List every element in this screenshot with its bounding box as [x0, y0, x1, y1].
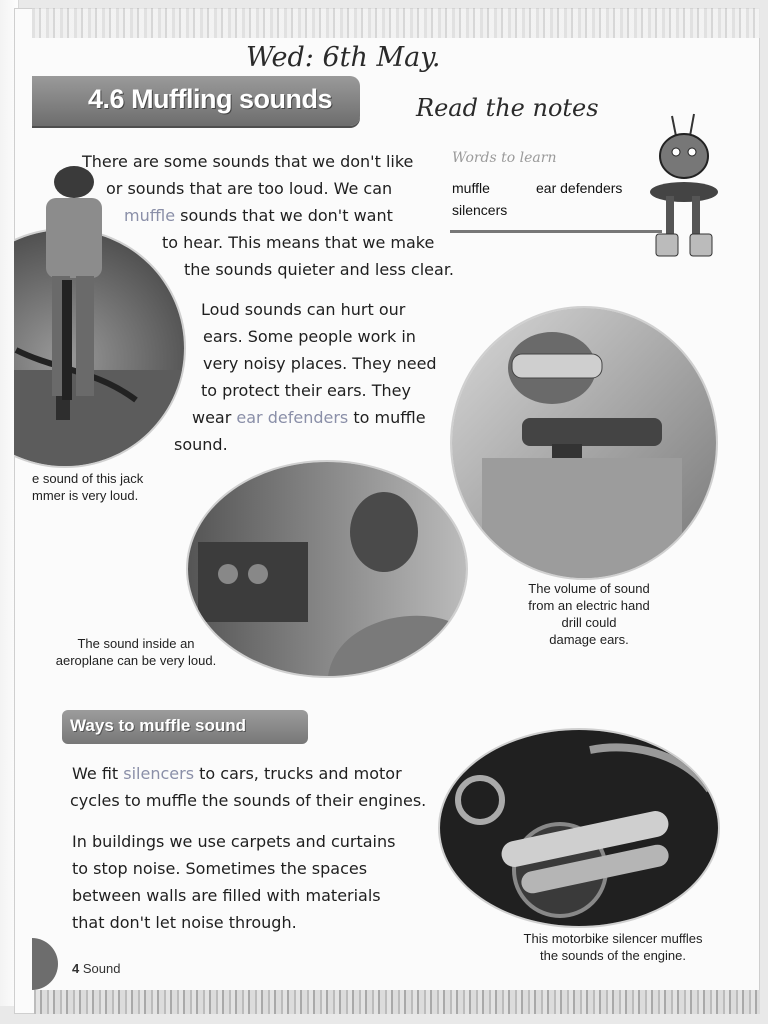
words-to-learn-box — [450, 148, 662, 234]
aeroplane-caption — [34, 635, 238, 669]
intro-line-5: the sounds quieter and less clear. — [184, 260, 455, 279]
section-p2-line-3: between walls are filled with materials — [72, 886, 381, 905]
intro-line-4: to hear. This means that we make — [162, 233, 435, 252]
motorbike-caption-line-1: This motorbike silencer muffles — [523, 931, 703, 946]
intro-line-3 — [124, 202, 393, 229]
drill-caption-line-4: damage ears. — [549, 632, 629, 647]
word-ear-defenders: ear defenders — [536, 180, 623, 196]
keyword-ear-defenders: ear defenders — [236, 408, 349, 427]
footer-chapter: Sound — [82, 961, 121, 976]
footer-page-number: 4 — [72, 961, 80, 976]
drill-caption-line-1: The volume of sound — [528, 581, 650, 596]
word-silencers: silencers — [452, 202, 508, 218]
drill-caption-line-3: drill could — [561, 615, 617, 630]
section-p1-line-2: cycles to muffle the sounds of their engines. — [70, 791, 427, 810]
worker-figure — [32, 160, 116, 422]
intro-line-3-text: sounds that we don't want — [180, 206, 393, 225]
loud-line-5-end: to muffle — [353, 408, 426, 427]
worksheet-page — [14, 8, 760, 1014]
jackhammer-caption-line-1: e sound of this jack — [32, 471, 144, 486]
drill-photo — [450, 306, 718, 580]
motorbike-caption — [490, 930, 736, 964]
robot-mascot-icon — [642, 110, 728, 262]
aeroplane-caption-line-2: aeroplane can be very loud. — [55, 653, 217, 668]
title-banner — [32, 76, 360, 126]
keyword-silencers: silencers — [123, 764, 195, 783]
section-p2-line-1: In buildings we use carpets and curtains — [72, 832, 396, 851]
section-heading: Ways to muffle sound — [70, 716, 246, 735]
handwritten-instruction: Read the notes — [416, 94, 599, 122]
loud-line-5 — [192, 404, 426, 431]
loud-line-1: Loud sounds can hurt our — [201, 300, 406, 319]
motorbike-silencer-photo — [438, 728, 720, 928]
jackhammer-caption — [32, 470, 143, 504]
aeroplane-caption-line-1: The sound inside an — [77, 636, 195, 651]
scan-noise-bottom — [34, 990, 760, 1014]
word-muffle: muffle — [452, 180, 490, 196]
intro-line-1: There are some sounds that we don't like — [82, 152, 414, 171]
page-title — [88, 84, 332, 115]
page-corner-tab — [32, 938, 58, 990]
drill-caption — [504, 580, 674, 648]
loud-line-3: very noisy places. They need — [203, 354, 437, 373]
section-p1-start: We fit — [72, 764, 119, 783]
drill-caption-line-2: from an electric hand — [528, 598, 650, 613]
jackhammer-caption-line-2: mmer is very loud. — [32, 488, 139, 503]
section-banner — [62, 710, 308, 744]
loud-line-4: to protect their ears. They — [201, 381, 411, 400]
section-p2-line-4: that don't let noise through. — [72, 913, 297, 932]
section-p1-line-1 — [72, 760, 402, 787]
words-to-learn-heading: Words to learn — [452, 150, 557, 166]
loud-line-6: sound. — [174, 435, 228, 454]
scan-noise-top — [32, 8, 760, 38]
page-footer — [72, 961, 120, 976]
motorbike-caption-line-2: the sounds of the engine. — [539, 948, 686, 963]
intro-line-2: or sounds that are too loud. We can — [106, 179, 393, 198]
loud-line-2: ears. Some people work in — [203, 327, 416, 346]
section-p1-rest: to cars, trucks and motor — [199, 764, 402, 783]
keyword-muffle: muffle — [124, 206, 176, 225]
section-p2-line-2: to stop noise. Sometimes the spaces — [72, 859, 368, 878]
words-underline — [450, 230, 662, 233]
handwritten-date: Wed: 6th May. — [246, 42, 441, 73]
title-number: 4.6 — [88, 84, 125, 114]
title-text: Muffling sounds — [131, 84, 333, 114]
loud-line-5-start: wear — [192, 408, 232, 427]
motorbike-illustration — [440, 730, 718, 926]
drill-illustration — [452, 308, 716, 578]
